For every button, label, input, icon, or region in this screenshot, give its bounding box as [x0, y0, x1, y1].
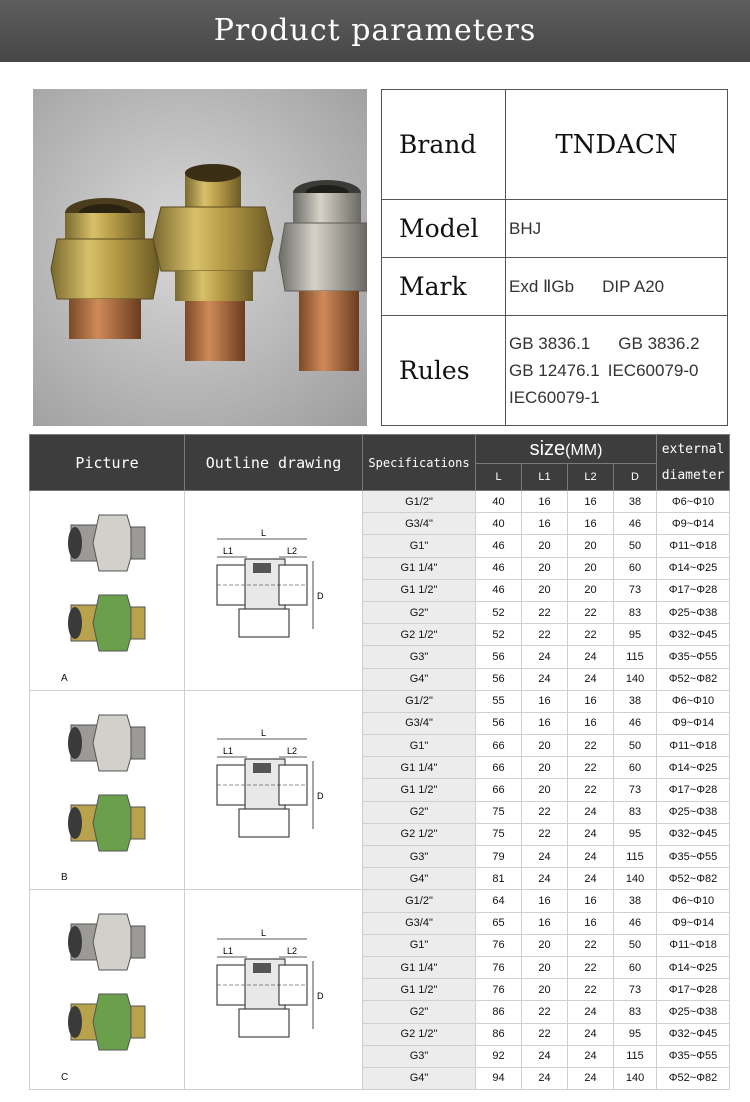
D-cell: 83 — [614, 601, 657, 623]
L-cell: 76 — [476, 979, 522, 1001]
picture-cell — [30, 890, 185, 1090]
external-diameter-cell: Φ35~Φ55 — [657, 1045, 730, 1067]
spec-cell: G3/4" — [363, 912, 476, 934]
drawing-label-D: D — [316, 591, 323, 602]
external-diameter-cell: Φ9~Φ14 — [657, 712, 730, 734]
L-cell: 55 — [476, 690, 522, 712]
header-external-line-1: external — [661, 441, 725, 457]
L-cell: 75 — [476, 801, 522, 823]
L2-cell: 24 — [568, 823, 614, 845]
D-cell: 38 — [614, 690, 657, 712]
rules-item: IEC60079-1 — [509, 388, 600, 407]
L-cell: 86 — [476, 1001, 522, 1023]
info-row-mark — [382, 258, 728, 316]
L2-cell: 22 — [568, 956, 614, 978]
external-diameter-cell: Φ17~Φ28 — [657, 779, 730, 801]
external-diameter-cell: Φ6~Φ10 — [657, 890, 730, 912]
D-cell: 38 — [614, 491, 657, 513]
D-cell: 50 — [614, 934, 657, 956]
spec-cell: G4" — [363, 668, 476, 690]
external-diameter-cell: Φ35~Φ55 — [657, 846, 730, 868]
drawing-label-L1: L1 — [222, 746, 233, 757]
brand-label: Brand — [382, 90, 506, 200]
drawing-label-D: D — [316, 990, 323, 1001]
L2-cell: 20 — [568, 535, 614, 557]
drawing-label-L2: L2 — [286, 546, 297, 557]
D-cell: 83 — [614, 801, 657, 823]
L1-cell: 24 — [522, 646, 568, 668]
picture-cell — [30, 690, 185, 890]
L-cell: 56 — [476, 668, 522, 690]
spec-cell: G3/4" — [363, 712, 476, 734]
spec-cell: G2 1/2" — [363, 624, 476, 646]
D-cell: 95 — [614, 1023, 657, 1045]
L2-cell: 22 — [568, 601, 614, 623]
L2-cell: 20 — [568, 557, 614, 579]
L1-cell: 20 — [522, 557, 568, 579]
page-title: Product parameters — [213, 13, 537, 48]
D-cell: 95 — [614, 624, 657, 646]
D-cell: 50 — [614, 735, 657, 757]
external-diameter-cell: Φ52~Φ82 — [657, 1067, 730, 1089]
external-diameter-cell: Φ25~Φ38 — [657, 801, 730, 823]
header-external-diameter — [657, 435, 730, 491]
L2-cell: 16 — [568, 690, 614, 712]
L-cell: 56 — [476, 712, 522, 734]
model-label: Model — [382, 200, 506, 258]
rules-item: GB 12476.1 — [509, 361, 600, 380]
fittings-photo-image — [33, 89, 367, 426]
drawing-label-L1: L1 — [222, 546, 233, 557]
header-picture: Picture — [30, 435, 185, 491]
L2-cell: 22 — [568, 934, 614, 956]
header-size — [476, 435, 657, 464]
L1-cell: 20 — [522, 779, 568, 801]
L2-cell: 22 — [568, 979, 614, 1001]
product-info-table — [381, 89, 728, 426]
L2-cell: 24 — [568, 668, 614, 690]
L2-cell: 24 — [568, 1023, 614, 1045]
external-diameter-cell: Φ9~Φ14 — [657, 513, 730, 535]
spec-cell: G1 1/4" — [363, 557, 476, 579]
header-outline-drawing: Outline drawing — [185, 435, 363, 491]
spec-cell: G1" — [363, 934, 476, 956]
drawing-label-L: L — [260, 927, 266, 938]
L-cell: 40 — [476, 513, 522, 535]
drawing-label-L2: L2 — [286, 945, 297, 956]
L-cell: 79 — [476, 846, 522, 868]
L2-cell: 16 — [568, 890, 614, 912]
D-cell: 140 — [614, 668, 657, 690]
spec-cell: G4" — [363, 868, 476, 890]
specification-body — [30, 491, 730, 1090]
L1-cell: 22 — [522, 601, 568, 623]
L2-cell: 20 — [568, 579, 614, 601]
spec-cell: G3" — [363, 646, 476, 668]
fitting-photo — [65, 783, 149, 863]
product-photo — [33, 89, 367, 426]
L2-cell: 22 — [568, 624, 614, 646]
D-cell: 46 — [614, 712, 657, 734]
L2-cell: 16 — [568, 712, 614, 734]
mark-value-2: DIP A20 — [602, 276, 665, 296]
external-diameter-cell: Φ9~Φ14 — [657, 912, 730, 934]
external-diameter-cell: Φ25~Φ38 — [657, 601, 730, 623]
L1-cell: 16 — [522, 712, 568, 734]
rules-item: IEC60079-0 — [607, 361, 699, 380]
D-cell: 60 — [614, 557, 657, 579]
header-L2: L2 — [568, 464, 614, 491]
spec-cell: G3/4" — [363, 513, 476, 535]
D-cell: 115 — [614, 646, 657, 668]
D-cell: 140 — [614, 1067, 657, 1089]
external-diameter-cell: Φ14~Φ25 — [657, 757, 730, 779]
D-cell: 95 — [614, 823, 657, 845]
L-cell: 75 — [476, 823, 522, 845]
external-diameter-cell: Φ6~Φ10 — [657, 491, 730, 513]
group-letter: B — [61, 872, 68, 884]
L-cell: 81 — [476, 868, 522, 890]
external-diameter-cell: Φ32~Φ45 — [657, 624, 730, 646]
L1-cell: 16 — [522, 491, 568, 513]
external-diameter-cell: Φ52~Φ82 — [657, 868, 730, 890]
brand-value: TNDACN — [506, 90, 728, 200]
D-cell: 38 — [614, 890, 657, 912]
L1-cell: 20 — [522, 535, 568, 557]
drawing-label-L: L — [260, 728, 266, 739]
picture-cell — [30, 491, 185, 691]
mark-value-1: Exd ⅡGb — [509, 276, 575, 296]
spec-cell: G1 1/2" — [363, 979, 476, 1001]
spec-cell: G1" — [363, 735, 476, 757]
external-diameter-cell: Φ6~Φ10 — [657, 690, 730, 712]
external-diameter-cell: Φ35~Φ55 — [657, 646, 730, 668]
L2-cell: 22 — [568, 779, 614, 801]
outline-drawing — [209, 925, 339, 1055]
group-letter: A — [61, 672, 68, 684]
L-cell: 46 — [476, 557, 522, 579]
info-row-rules — [382, 316, 728, 426]
drawing-label-L: L — [260, 528, 266, 539]
L1-cell: 24 — [522, 1067, 568, 1089]
L1-cell: 22 — [522, 801, 568, 823]
spec-cell: G1 1/4" — [363, 757, 476, 779]
D-cell: 115 — [614, 846, 657, 868]
header-L: L — [476, 464, 522, 491]
D-cell: 60 — [614, 757, 657, 779]
L2-cell: 16 — [568, 491, 614, 513]
D-cell: 140 — [614, 868, 657, 890]
L2-cell: 24 — [568, 868, 614, 890]
L-cell: 65 — [476, 912, 522, 934]
L2-cell: 24 — [568, 1045, 614, 1067]
rules-label: Rules — [382, 316, 506, 426]
spec-cell: G1 1/2" — [363, 579, 476, 601]
spec-cell: G1/2" — [363, 690, 476, 712]
L-cell: 64 — [476, 890, 522, 912]
L1-cell: 20 — [522, 579, 568, 601]
D-cell: 73 — [614, 779, 657, 801]
external-diameter-cell: Φ14~Φ25 — [657, 956, 730, 978]
L-cell: 66 — [476, 779, 522, 801]
external-diameter-cell: Φ32~Φ45 — [657, 1023, 730, 1045]
spec-cell: G3" — [363, 1045, 476, 1067]
L-cell: 46 — [476, 579, 522, 601]
L2-cell: 22 — [568, 735, 614, 757]
fitting-photo — [65, 902, 149, 982]
L-cell: 76 — [476, 934, 522, 956]
table-row — [30, 690, 730, 712]
header-size-label: size — [529, 437, 566, 460]
external-diameter-cell: Φ11~Φ18 — [657, 934, 730, 956]
L2-cell: 16 — [568, 912, 614, 934]
L1-cell: 20 — [522, 934, 568, 956]
header-size-unit: (MM) — [565, 441, 603, 459]
table-row — [30, 491, 730, 513]
L2-cell: 24 — [568, 1001, 614, 1023]
rules-item: GB 3836.1 — [509, 334, 591, 353]
L-cell: 40 — [476, 491, 522, 513]
L1-cell: 16 — [522, 690, 568, 712]
page-banner — [0, 0, 750, 62]
D-cell: 83 — [614, 1001, 657, 1023]
outline-drawing-cell — [185, 491, 363, 691]
external-diameter-cell: Φ17~Φ28 — [657, 579, 730, 601]
L1-cell: 22 — [522, 1001, 568, 1023]
external-diameter-cell: Φ52~Φ82 — [657, 668, 730, 690]
spec-cell: G2" — [363, 601, 476, 623]
spec-cell: G2 1/2" — [363, 823, 476, 845]
external-diameter-cell: Φ25~Φ38 — [657, 1001, 730, 1023]
L1-cell: 22 — [522, 624, 568, 646]
mark-value — [506, 258, 728, 316]
outline-drawing-cell — [185, 690, 363, 890]
L1-cell: 20 — [522, 979, 568, 1001]
L1-cell: 16 — [522, 912, 568, 934]
header-L1: L1 — [522, 464, 568, 491]
rules-value — [506, 316, 728, 426]
L-cell: 46 — [476, 535, 522, 557]
outline-drawing-cell — [185, 890, 363, 1090]
D-cell: 115 — [614, 1045, 657, 1067]
L1-cell: 20 — [522, 757, 568, 779]
L-cell: 86 — [476, 1023, 522, 1045]
header-D: D — [614, 464, 657, 491]
L2-cell: 16 — [568, 513, 614, 535]
L1-cell: 24 — [522, 1045, 568, 1067]
info-row-model — [382, 200, 728, 258]
L-cell: 94 — [476, 1067, 522, 1089]
L2-cell: 22 — [568, 757, 614, 779]
L-cell: 56 — [476, 646, 522, 668]
spec-cell: G2 1/2" — [363, 1023, 476, 1045]
spec-cell: G3" — [363, 846, 476, 868]
L1-cell: 20 — [522, 956, 568, 978]
D-cell: 46 — [614, 912, 657, 934]
outline-drawing — [209, 525, 339, 655]
L1-cell: 24 — [522, 868, 568, 890]
external-diameter-cell: Φ32~Φ45 — [657, 823, 730, 845]
header-external-line-2: diameter — [661, 467, 725, 483]
L1-cell: 20 — [522, 735, 568, 757]
header-specifications: Specifications — [363, 435, 476, 491]
spec-cell: G2" — [363, 1001, 476, 1023]
L1-cell: 24 — [522, 846, 568, 868]
D-cell: 73 — [614, 579, 657, 601]
L-cell: 76 — [476, 956, 522, 978]
drawing-label-L1: L1 — [222, 945, 233, 956]
spec-cell: G1/2" — [363, 491, 476, 513]
fitting-photo — [65, 503, 149, 583]
L2-cell: 24 — [568, 1067, 614, 1089]
drawing-label-L2: L2 — [286, 746, 297, 757]
D-cell: 73 — [614, 979, 657, 1001]
info-row-brand — [382, 90, 728, 200]
spec-cell: G4" — [363, 1067, 476, 1089]
model-value: BHJ — [506, 200, 728, 258]
external-diameter-cell: Φ14~Φ25 — [657, 557, 730, 579]
D-cell: 60 — [614, 956, 657, 978]
L1-cell: 16 — [522, 890, 568, 912]
L1-cell: 24 — [522, 668, 568, 690]
L-cell: 92 — [476, 1045, 522, 1067]
external-diameter-cell: Φ17~Φ28 — [657, 979, 730, 1001]
external-diameter-cell: Φ11~Φ18 — [657, 735, 730, 757]
L-cell: 52 — [476, 601, 522, 623]
fitting-photo — [65, 583, 149, 663]
D-cell: 46 — [614, 513, 657, 535]
rules-item: GB 3836.2 — [618, 334, 700, 353]
table-row — [30, 890, 730, 912]
spec-cell: G1 1/2" — [363, 779, 476, 801]
outline-drawing — [209, 725, 339, 855]
D-cell: 50 — [614, 535, 657, 557]
drawing-label-D: D — [316, 791, 323, 802]
L-cell: 52 — [476, 624, 522, 646]
spec-cell: G1 1/4" — [363, 956, 476, 978]
L-cell: 66 — [476, 757, 522, 779]
external-diameter-cell: Φ11~Φ18 — [657, 535, 730, 557]
L1-cell: 16 — [522, 513, 568, 535]
spec-cell: G1" — [363, 535, 476, 557]
L2-cell: 24 — [568, 846, 614, 868]
L-cell: 66 — [476, 735, 522, 757]
L2-cell: 24 — [568, 801, 614, 823]
L1-cell: 22 — [522, 823, 568, 845]
spec-cell: G1/2" — [363, 890, 476, 912]
mark-label: Mark — [382, 258, 506, 316]
group-letter: C — [61, 1072, 69, 1084]
L2-cell: 24 — [568, 646, 614, 668]
fitting-photo — [65, 703, 149, 783]
specification-table — [29, 434, 730, 1090]
L1-cell: 22 — [522, 1023, 568, 1045]
spec-cell: G2" — [363, 801, 476, 823]
fitting-photo — [65, 982, 149, 1062]
